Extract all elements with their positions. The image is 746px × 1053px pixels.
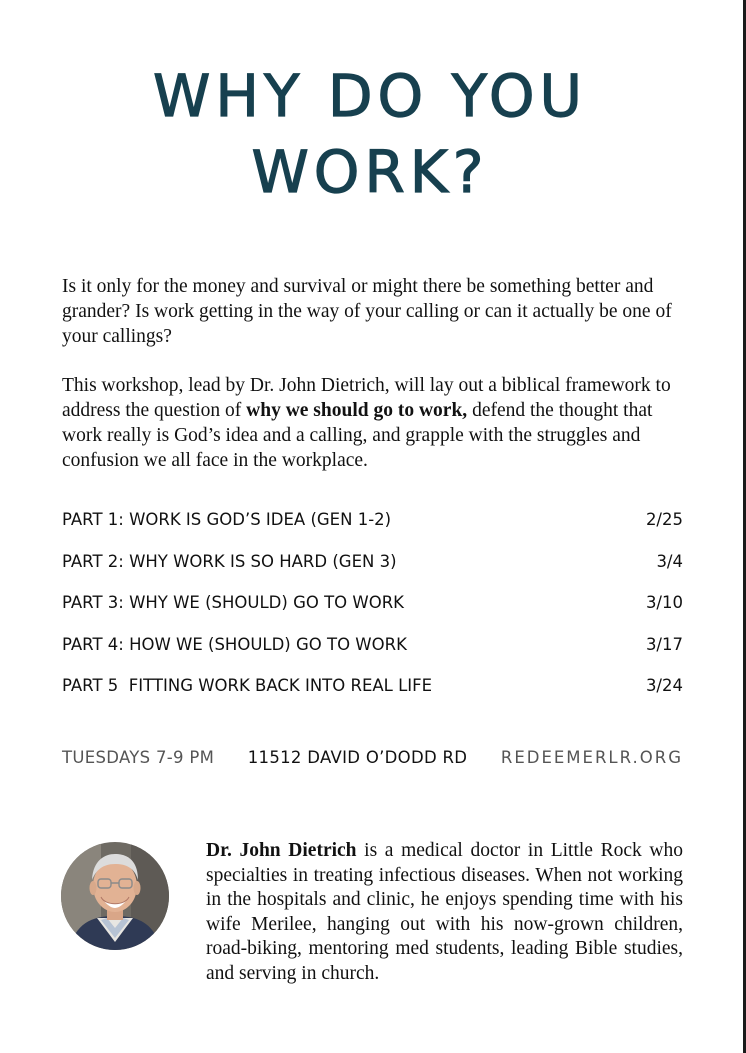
title-line-2: WORK? <box>251 138 489 206</box>
session-title: PART 1: WORK IS GOD’S IDEA (GEN 1-2) <box>62 510 392 529</box>
session-title: PART 4: HOW WE (SHOULD) GO TO WORK <box>62 634 407 654</box>
session-schedule <box>62 510 683 718</box>
event-details <box>62 748 683 767</box>
meeting-address: 11512 DAVID O’DODD RD <box>247 748 468 767</box>
meeting-time: TUESDAYS 7-9 PM <box>62 748 215 767</box>
speaker-avatar <box>61 842 169 950</box>
website-link[interactable]: REDEEMERLR.ORG <box>500 748 683 767</box>
intro-paragraph-2-start: This workshop, lead by Dr. John Dietrich, will lay out a biblical framework to address the question of <box>62 375 671 421</box>
schedule-row <box>62 676 683 718</box>
speaker-name: Dr. John Dietrich <box>206 840 357 861</box>
intro-paragraph-1: Is it only for the money and survival or might there be something better and grander? Is work getting in the way of your calling or can it actually be one of your callings? <box>62 276 672 347</box>
schedule-row <box>62 510 683 552</box>
intro-paragraph-2 <box>62 373 684 473</box>
schedule-row <box>62 552 683 594</box>
intro-paragraph-2-end: defend the thought that work really is God’s idea and a calling, and grapple with the struggles and confusion we all face in the workplace. <box>62 400 653 471</box>
session-title: PART 3: WHY WE (SHOULD) GO TO WORK <box>62 593 404 612</box>
session-date: 3/10 <box>645 593 683 612</box>
intro-paragraph-2-emphasis: why we should go to work, <box>246 400 468 421</box>
session-date: 3/17 <box>645 634 683 654</box>
title-line-1: WHY DO YOU <box>153 62 587 130</box>
page-title <box>0 58 740 210</box>
speaker-bio <box>206 839 683 987</box>
schedule-row <box>62 593 683 635</box>
session-date: 2/25 <box>645 510 683 529</box>
schedule-row <box>62 635 683 677</box>
session-date: 3/4 <box>656 551 683 571</box>
session-date: 3/24 <box>645 676 683 695</box>
session-title: PART 2: WHY WORK IS SO HARD (GEN 3) <box>62 551 397 571</box>
speaker-bio-text: is a medical doctor in Little Rock who specialties in treating infectious diseases. When not working in the hospitals and clinic, he enjoys spending time with his wife Merilee, hanging out with his now-grown children, road-biking, mentoring med students, leading Bible studies, and serving in church. <box>206 840 683 984</box>
session-title: PART 5 FITTING WORK BACK INTO REAL LIFE <box>62 676 433 695</box>
speaker-photo <box>61 842 169 950</box>
